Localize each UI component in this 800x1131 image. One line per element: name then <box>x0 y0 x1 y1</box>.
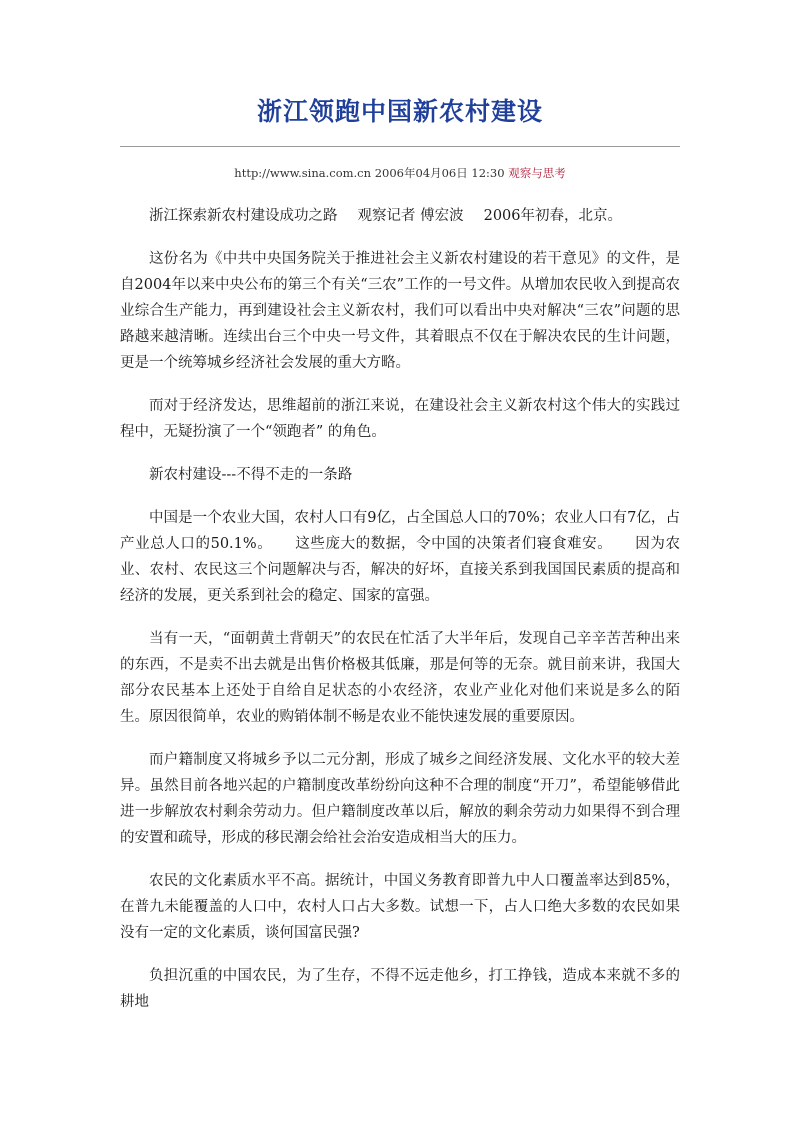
byline-series: 浙江探索新农村建设成功之路 <box>149 208 338 224</box>
column-link[interactable]: 观察与思考 <box>508 166 566 180</box>
paragraph: 而对于经济发达，思维超前的浙江来说，在建设社会主义新农村这个伟大的实践过程中，无疑扮演了一个“领跑者” 的角色。 <box>120 398 680 440</box>
paragraph: 中国是一个农业大国，农村人口有9亿，占全国总人口的70%；农业人口有7亿，占产业总人口的50.1%。 这些庞大的数据，令中国的决策者们寝食难安。 因为农业、农村、农民这三个问题解决与否，解决的好坏，直接关系到我国国民素质的提高和经济的发展，更关系到社会的稳定、国家的富强。 <box>120 510 680 604</box>
paragraph: 负担沉重的中国农民，为了生存，不得不远走他乡，打工挣钱，造成本来就不多的耕地 <box>120 968 680 1010</box>
byline-dateline: 2006年初春，北京。 <box>483 208 623 224</box>
paragraph: 农民的文化素质水平不高。据统计，中国义务教育即普九中人口覆盖率达到85%，在普九未能覆盖的人口中，农村人口占大多数。试想一下，占人口绝大多数的农民如果没有一定的文化素质，谈何国富民强? <box>120 873 680 941</box>
article-body <box>120 203 680 1032</box>
article-meta <box>0 165 800 181</box>
byline <box>120 203 680 229</box>
paragraph: 当有一天，“面朝黄土背朝天”的农民在忙活了大半年后，发现自己辛辛苦苦种出来的东西，不是卖不出去就是出售价格极其低廉，那是何等的无奈。就目前来讲，我国大部分农民基本上还处于自给自足状态的小农经济，农业产业化对他们来说是多么的陌生。原因很简单，农业的购销体制不畅是农业不能快速发展的重要原因。 <box>120 631 680 725</box>
paragraph: 这份名为《中共中央国务院关于推进社会主义新农村建设的若干意见》的文件，是自2004年以来中央公布的第三个有关“三农”工作的一号文件。从增加农民收入到提高农业综合生产能力，再到建设社会主义新农村，我们可以看出中央对解决“三农”问题的思路越来越清晰。连续出台三个中央一号文件，其着眼点不仅在于解决农民的生计问题，更是一个统筹城乡经济社会发展的重大方略。 <box>120 251 680 371</box>
source-url: http://www.sina.com.cn <box>234 166 372 180</box>
article-title: 浙江领跑中国新农村建设 <box>256 97 543 126</box>
byline-author: 观察记者 傅宏波 <box>357 208 464 224</box>
paragraph: 而户籍制度又将城乡予以二元分割，形成了城乡之间经济发展、文化水平的较大差异。虽然目前各地兴起的户籍制度改革纷纷向这种不合理的制度“开刀”，希望能够借此进一步解放农村剩余劳动力。但户籍制度改革以后，解放的剩余劳动力如果得不到合理的安置和疏导，形成的移民潮会给社会治安造成相当大的压力。 <box>120 752 680 846</box>
title-divider <box>120 146 680 147</box>
publish-date: 2006年04月06日 <box>374 166 468 180</box>
section-heading: 新农村建设---不得不走的一条路 <box>149 467 353 483</box>
publish-time: 12:30 <box>471 166 505 180</box>
